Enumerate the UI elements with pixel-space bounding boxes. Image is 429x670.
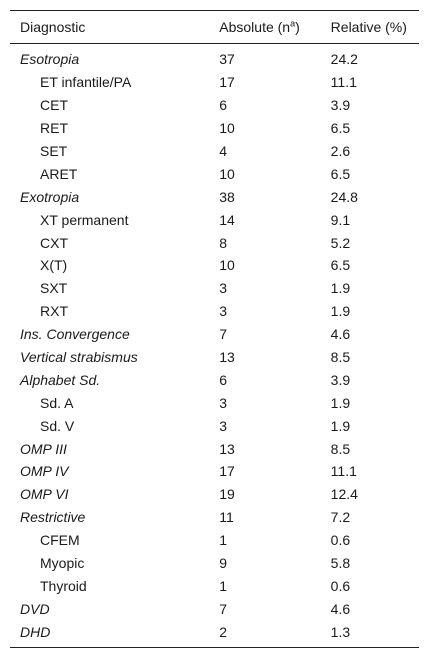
- table-row: [10, 185, 419, 208]
- table-row: [10, 323, 419, 346]
- category-label: Vertical strabismus: [20, 349, 138, 366]
- table-row: [10, 277, 419, 300]
- relative-value: 7.2: [330, 509, 351, 526]
- header-absolute: [219, 11, 330, 44]
- table-row: [10, 414, 419, 437]
- table-row: [10, 620, 419, 647]
- relative-value: 24.2: [330, 51, 358, 68]
- table-body: [10, 44, 419, 648]
- absolute-value: 11: [219, 509, 234, 526]
- table-row: [10, 574, 419, 597]
- table-row: [10, 71, 419, 94]
- diagnostic-table-container: [10, 10, 419, 648]
- absolute-value: 7: [219, 326, 228, 343]
- table-row: [10, 368, 419, 391]
- category-label: OMP VI: [20, 486, 69, 503]
- table-row: [10, 94, 419, 117]
- relative-value: 12.4: [330, 486, 358, 503]
- header-relative: Relative (%): [331, 11, 419, 44]
- table-header: [10, 11, 419, 44]
- absolute-value: 1: [219, 532, 228, 549]
- table-row: [10, 231, 419, 254]
- relative-value: 3.9: [330, 371, 351, 388]
- relative-value: 4.6: [330, 600, 351, 617]
- absolute-value: 6: [219, 97, 228, 114]
- table-row: [10, 391, 419, 414]
- subcategory-label: RXT: [40, 303, 68, 320]
- absolute-value: 14: [219, 211, 235, 228]
- table-row: [10, 117, 419, 140]
- category-label: Ins. Convergence: [20, 326, 130, 343]
- relative-value: 5.2: [330, 234, 351, 251]
- relative-value: 11.1: [330, 463, 357, 480]
- relative-value: 1.3: [331, 620, 419, 647]
- header-row: [10, 11, 419, 44]
- diagnostic-table: [10, 10, 419, 648]
- relative-value: 8.5: [330, 349, 351, 366]
- subcategory-label: Myopic: [40, 555, 85, 572]
- table-row: [10, 506, 419, 529]
- relative-value: 6.5: [330, 257, 351, 274]
- relative-value: 6.5: [330, 165, 351, 182]
- table-row: [10, 140, 419, 163]
- subcategory-label: ARET: [40, 165, 78, 182]
- header-absolute-superscript: a: [290, 18, 296, 29]
- absolute-value: 9: [219, 555, 228, 572]
- table-row: [10, 208, 419, 231]
- absolute-value: 6: [219, 371, 228, 388]
- absolute-value: 37: [219, 51, 235, 68]
- category-label: DHD: [10, 620, 219, 647]
- subcategory-label: CXT: [40, 234, 68, 251]
- absolute-value: 10: [219, 257, 235, 274]
- relative-value: 11.1: [330, 74, 357, 91]
- header-absolute-text: Absolute (n: [219, 19, 291, 35]
- category-label: DVD: [20, 600, 50, 617]
- category-label: OMP IV: [20, 463, 69, 480]
- relative-value: 1.9: [330, 394, 351, 411]
- relative-value: 1.9: [330, 417, 351, 434]
- absolute-value: 10: [219, 165, 235, 182]
- absolute-value: 19: [219, 486, 235, 503]
- absolute-value: 8: [219, 234, 228, 251]
- category-label: OMP III: [20, 440, 67, 457]
- category-label: Esotropia: [20, 51, 80, 68]
- absolute-value: 7: [219, 600, 228, 617]
- table-row: [10, 162, 419, 185]
- subcategory-label: CFEM: [40, 532, 80, 549]
- absolute-value: 1: [219, 577, 228, 594]
- relative-value: 5.8: [330, 555, 351, 572]
- absolute-value: 17: [219, 463, 235, 480]
- table-row: [10, 483, 419, 506]
- table-row: [10, 552, 419, 575]
- subcategory-label: RET: [40, 120, 68, 137]
- subcategory-label: Sd. V: [40, 417, 75, 434]
- absolute-value: 3: [219, 417, 228, 434]
- subcategory-label: Thyroid: [40, 577, 87, 594]
- table-row: [10, 460, 419, 483]
- relative-value: 0.6: [330, 532, 351, 549]
- absolute-value: 3: [219, 280, 228, 297]
- absolute-value: 4: [219, 143, 228, 159]
- subcategory-label: XT permanent: [40, 211, 129, 228]
- table-row: [10, 597, 419, 620]
- relative-value: 0.6: [330, 577, 351, 594]
- absolute-value: 38: [219, 188, 235, 205]
- absolute-value: 3: [219, 394, 228, 411]
- relative-value: 1.9: [330, 303, 351, 320]
- relative-value: 4.6: [330, 326, 351, 343]
- subcategory-label: Sd. A: [40, 394, 74, 411]
- table-row: [10, 254, 419, 277]
- relative-value: 9.1: [330, 211, 351, 228]
- subcategory-label: X(T): [40, 257, 68, 274]
- relative-value: 6.5: [330, 120, 351, 137]
- table-row: [10, 300, 419, 323]
- relative-value: 24.8: [330, 188, 358, 205]
- subcategory-label: SET: [40, 143, 68, 159]
- absolute-value: 13: [219, 349, 235, 366]
- absolute-value: 3: [219, 303, 228, 320]
- subcategory-label: ET infantile/PA: [40, 74, 132, 91]
- table-row: [10, 529, 419, 552]
- relative-value: 8.5: [330, 440, 351, 457]
- header-absolute-close: ): [295, 19, 300, 35]
- subcategory-label: CET: [40, 97, 68, 114]
- relative-value: 1.9: [330, 280, 351, 297]
- absolute-value: 17: [219, 74, 235, 91]
- absolute-value: 13: [219, 440, 235, 457]
- relative-value: 2.6: [330, 143, 351, 159]
- absolute-value: 2: [219, 620, 330, 647]
- relative-value: 3.9: [330, 97, 351, 114]
- table-row: [10, 346, 419, 369]
- header-diagnostic: Diagnostic: [10, 11, 219, 44]
- subcategory-label: SXT: [40, 280, 68, 297]
- absolute-value: 10: [219, 120, 235, 137]
- category-label: Restrictive: [20, 509, 86, 526]
- category-label: Alphabet Sd.: [20, 371, 101, 388]
- table-row: [10, 44, 419, 71]
- table-row: [10, 437, 419, 460]
- category-label: Exotropia: [20, 188, 80, 205]
